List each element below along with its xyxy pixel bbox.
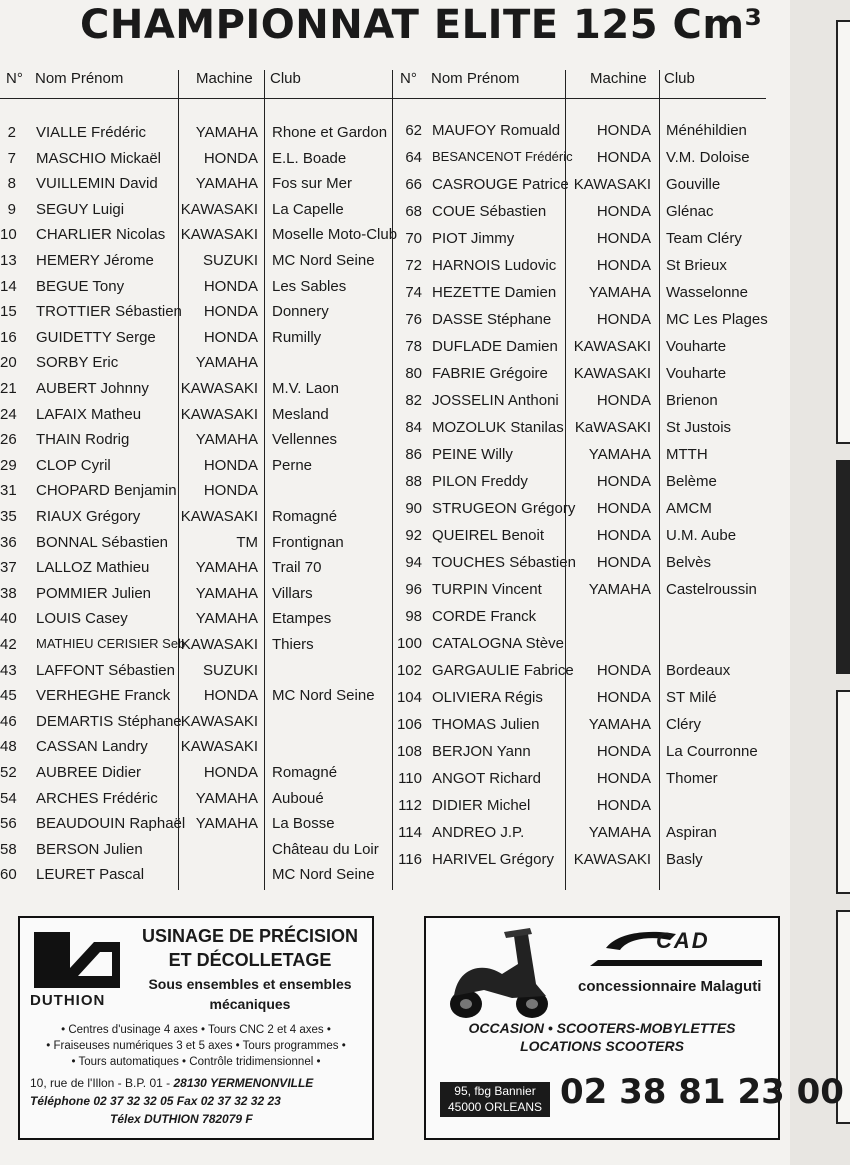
entry-club: Donnery [272, 303, 329, 321]
entry-name: HEZETTE Damien [432, 284, 557, 301]
entry-machine: YAMAHA [195, 815, 258, 833]
entry-name: MATHIEU CERISIER Seb [36, 636, 186, 651]
entry-club: Thiers [272, 636, 314, 653]
entry-name: COUE Sébastien [432, 203, 547, 220]
entry-number: 35 [0, 508, 17, 525]
entry-name: BONNAL Sébastien [36, 533, 169, 551]
entry-name: GARGAULIE Fabrice [432, 662, 574, 679]
entry-machine: HONDA [596, 689, 651, 706]
entry-name: DEMARTIS Stéphane [36, 712, 182, 730]
entry-machine: HONDA [203, 456, 258, 474]
entry-club: U.M. Aube [666, 527, 737, 544]
entry-club: La Courronne [666, 743, 758, 760]
entry-number: 108 [396, 743, 422, 760]
entry-machine: KAWASAKI [573, 851, 651, 868]
cad-logo-text: CAD [656, 928, 710, 953]
entry-club: Romagné [272, 764, 338, 781]
adjacent-page-box [836, 460, 850, 674]
entry-name: BESANCENOT Frédéric [432, 149, 573, 164]
entry-number: 58 [0, 840, 17, 858]
entry-number: 13 [0, 252, 17, 269]
entry-machine: YAMAHA [588, 581, 651, 598]
entry-club: MC Nord Seine [272, 252, 375, 269]
entry-name: LEURET Pascal [36, 866, 145, 884]
entry-machine: YAMAHA [195, 559, 258, 577]
entry-name: THAIN Rodrig [36, 431, 130, 449]
entry-club: Belème [666, 473, 717, 490]
entry-club: Vellennes [272, 431, 338, 449]
entry-club: Team Cléry [666, 230, 742, 247]
entry-club: Moselle Moto-Club [272, 226, 398, 244]
entry-number: 68 [405, 203, 422, 220]
ad-occasion-line: OCCASION • SCOOTERS-MOBYLETTES [468, 1020, 736, 1036]
duthion-logo-text: DUTHION [30, 992, 106, 1009]
entry-number: 36 [0, 533, 17, 551]
entry-number: 16 [0, 328, 17, 346]
entry-number: 64 [405, 149, 422, 166]
entry-number: 43 [0, 661, 17, 679]
header-club: Club [664, 70, 695, 87]
entry-number: 20 [0, 354, 17, 372]
entry-number: 90 [405, 500, 422, 517]
entry-number: 96 [405, 581, 422, 598]
entry-club: Fos sur Mer [272, 175, 353, 193]
entry-number: 102 [396, 662, 422, 679]
entry-number: 9 [7, 200, 16, 218]
entry-machine: YAMAHA [195, 431, 258, 449]
entry-number: 26 [0, 431, 17, 449]
entry-machine: YAMAHA [195, 584, 258, 602]
entry-name: CASROUGE Patrice [432, 176, 569, 193]
entry-number: 100 [396, 635, 422, 652]
entry-name: OLIVIERA Régis [432, 689, 543, 706]
entry-name: CORDE Franck [432, 608, 537, 625]
entry-name: ARCHES Frédéric [36, 789, 158, 807]
entry-name: GUIDETTY Serge [36, 328, 156, 346]
header-name: Nom Prénom [431, 70, 520, 87]
entry-machine: KAWASAKI [180, 738, 258, 756]
entry-machine: HONDA [596, 203, 651, 220]
entry-club: MC Les Plages [666, 311, 768, 328]
ad-services-line: • Centres d'usinage 4 axes • Tours CNC 2 et 4 axes • [61, 1024, 331, 1036]
entry-name: DIDIER Michel [432, 797, 531, 814]
entry-name: POMMIER Julien [36, 584, 152, 602]
entry-number: 98 [405, 608, 422, 625]
entry-name: CLOP Cyril [36, 456, 111, 474]
ad-address-line: 95, fbg Bannier [454, 1084, 536, 1098]
entry-name: BEGUE Tony [36, 277, 125, 295]
entry-club: Perne [272, 456, 313, 474]
entry-name: LOUIS Casey [36, 610, 128, 628]
entry-number: 15 [0, 303, 17, 321]
entry-number: 70 [405, 230, 422, 247]
entry-machine: HONDA [596, 770, 651, 787]
entry-number: 88 [405, 473, 422, 490]
entry-machine: KAWASAKI [573, 176, 651, 193]
entry-club: Villars [272, 584, 313, 602]
entry-number: 42 [0, 636, 17, 653]
dealer-text: concessionnaire Malaguti [578, 978, 762, 995]
entry-club: M.V. Laon [272, 380, 339, 397]
entry-number: 104 [396, 689, 422, 706]
entry-club: Mesland [272, 405, 329, 423]
entry-machine: HONDA [596, 392, 651, 409]
entry-number: 66 [405, 176, 422, 193]
entry-name: PILON Freddy [432, 473, 528, 490]
entry-machine: KAWASAKI [180, 380, 258, 397]
entry-machine: SUZUKI [202, 661, 258, 679]
entry-name: THOMAS Julien [432, 716, 540, 733]
entry-club: Cléry [666, 716, 702, 733]
entry-number: 76 [405, 311, 422, 328]
entry-machine: HONDA [596, 797, 651, 814]
entry-machine: HONDA [203, 277, 258, 295]
entry-number: 48 [0, 738, 17, 756]
entry-number: 2 [7, 124, 16, 141]
entry-machine: HONDA [596, 122, 651, 139]
ad-telex: Télex DUTHION 782079 F [110, 1112, 253, 1126]
entry-name: STRUGEON Grégory [432, 500, 576, 517]
entry-machine: HONDA [596, 743, 651, 760]
entry-number: 45 [0, 687, 17, 705]
entry-number: 40 [0, 610, 17, 628]
entry-machine: HONDA [596, 473, 651, 490]
entry-name: HEMERY Jérome [36, 252, 154, 269]
entry-machine: TM [236, 533, 258, 551]
entry-club: V.M. Doloise [666, 149, 750, 166]
entry-club: Château du Loir [272, 840, 379, 858]
entry-name: HARNOIS Ludovic [432, 257, 557, 274]
entry-machine: SUZUKI [202, 252, 258, 269]
entry-name: CATALOGNA Stève [432, 635, 564, 652]
header-name: Nom Prénom [35, 70, 124, 87]
entry-name: LALLOZ Mathieu [36, 559, 150, 577]
entry-number: 46 [0, 712, 17, 730]
duthion-advert [18, 916, 374, 1140]
header-machine: Machine [196, 70, 253, 87]
entry-machine: HONDA [203, 764, 258, 781]
entry-machine: KAWASAKI [573, 338, 651, 355]
entry-machine: HONDA [596, 554, 651, 571]
entry-number: 84 [405, 419, 422, 436]
adjacent-page-box [836, 690, 850, 894]
adjacent-page-box [836, 20, 850, 444]
entry-club: Ménéhildien [666, 122, 747, 139]
header-num: N° [6, 70, 23, 87]
entry-machine: YAMAHA [195, 789, 258, 807]
entry-name: VUILLEMIN David [36, 175, 158, 193]
entry-number: 29 [0, 456, 17, 474]
entry-name: QUEIREL Benoit [432, 527, 544, 544]
entry-name: MAUFOY Romuald [432, 122, 561, 139]
entry-name: FABRIE Grégoire [432, 365, 548, 382]
header-machine: Machine [590, 70, 647, 87]
entry-name: MASCHIO Mickaël [36, 149, 162, 167]
entry-name: RIAUX Grégory [36, 508, 141, 525]
entry-club: E.L. Boade [272, 149, 347, 167]
entry-machine: HONDA [203, 328, 258, 346]
entry-number: 112 [398, 797, 422, 814]
entry-name: AUBREE Didier [36, 764, 142, 781]
entry-number: 78 [405, 338, 422, 355]
entry-club: Glénac [666, 203, 714, 220]
ad-phone: Téléphone 02 37 32 32 05 Fax 02 37 32 32 23 [30, 1094, 281, 1108]
entry-name: PIOT Jimmy [432, 230, 515, 247]
header-num: N° [400, 70, 417, 87]
entry-machine: KAWASAKI [180, 508, 258, 525]
ad-address: 10, rue de l'Illon - B.P. 01 - 28130 YERMENONVILLE [30, 1076, 314, 1090]
entry-club: Thomer [666, 770, 718, 787]
ad-services-line: • Fraiseuses numériques 3 et 5 axes • Tours programmes • [46, 1040, 346, 1052]
entry-machine: KAWASAKI [573, 365, 651, 382]
ad-phone-number: 02 38 81 23 00 [560, 1072, 844, 1112]
entry-machine: YAMAHA [195, 124, 258, 141]
entry-number: 92 [405, 527, 422, 544]
entry-number: 86 [405, 446, 422, 463]
entry-club: Vouharte [666, 338, 727, 355]
entry-name: MOZOLUK Stanilas [432, 419, 564, 436]
entry-club: St Brieux [666, 257, 727, 274]
entry-number: 74 [405, 284, 422, 301]
entry-club: MC Nord Seine [272, 866, 375, 884]
entry-club: Basly [666, 851, 703, 868]
column-divider [392, 70, 393, 890]
entry-name: SORBY Eric [36, 354, 119, 372]
entry-number: 72 [405, 257, 422, 274]
entry-number: 56 [0, 815, 17, 833]
entry-club: Rhone et Gardon [272, 124, 388, 141]
entry-number: 54 [0, 789, 17, 807]
entry-number: 10 [0, 226, 17, 244]
entry-number: 62 [405, 122, 422, 139]
entry-number: 38 [0, 584, 17, 602]
entry-machine: YAMAHA [588, 824, 651, 841]
entry-club: MC Nord Seine [272, 687, 375, 705]
entry-machine: YAMAHA [195, 175, 258, 193]
entry-club: AMCM [666, 500, 712, 517]
entry-machine: HONDA [596, 311, 651, 328]
entry-name: VERHEGHE Franck [36, 687, 171, 705]
entry-number: 37 [0, 559, 17, 577]
entry-club: Auboué [272, 789, 324, 807]
entry-name: PEINE Willy [432, 446, 513, 463]
entry-machine: YAMAHA [588, 446, 651, 463]
entry-name: LAFFONT Sébastien [36, 661, 175, 679]
entry-club: Aspiran [666, 824, 717, 841]
entry-club: Brienon [666, 392, 718, 409]
entry-machine: KAWASAKI [180, 712, 258, 730]
entry-club: Les Sables [272, 277, 347, 295]
ad-services-line: • Tours automatiques • Contrôle tridimensionnel • [71, 1056, 321, 1068]
entry-machine: HONDA [596, 149, 651, 166]
entry-number: 106 [396, 716, 422, 733]
entry-name: TOUCHES Sébastien [432, 554, 576, 571]
entry-number: 110 [398, 770, 422, 787]
header-club: Club [270, 70, 301, 87]
entry-machine: KaWASAKI [574, 419, 651, 436]
header-rule [0, 98, 766, 99]
entry-machine: HONDA [203, 482, 258, 500]
entry-machine: KAWASAKI [180, 636, 258, 653]
entry-machine: YAMAHA [195, 610, 258, 628]
ad-heading-1: USINAGE DE PRÉCISION [141, 926, 359, 946]
ad-address-box [440, 1082, 550, 1117]
entry-machine: HONDA [596, 662, 651, 679]
entry-name: HARIVEL Grégory [432, 851, 554, 868]
entry-club: ST Milé [666, 689, 717, 706]
entry-club: Frontignan [272, 533, 344, 551]
entry-club: Castelroussin [666, 581, 757, 598]
entry-machine: HONDA [203, 303, 258, 321]
entry-name: JOSSELIN Anthoni [432, 392, 559, 409]
ad-heading-2: ET DÉCOLLETAGE [168, 950, 332, 970]
entry-machine: KAWASAKI [180, 200, 258, 218]
entry-club: Etampes [272, 610, 332, 628]
entry-club: La Bosse [272, 815, 335, 833]
page-title: CHAMPIONNAT ELITE 125 Cm³ [80, 2, 763, 48]
entry-number: 52 [0, 764, 17, 781]
entry-club: St Justois [666, 419, 732, 436]
entry-club: Romagné [272, 508, 338, 525]
entry-machine: HONDA [203, 149, 258, 167]
entry-club: Gouville [666, 176, 721, 193]
column-divider [264, 70, 265, 890]
entry-machine: HONDA [596, 500, 651, 517]
entry-club: Trail 70 [272, 559, 322, 577]
entry-machine: YAMAHA [195, 354, 258, 372]
entry-name: CASSAN Landry [36, 738, 148, 756]
entry-number: 24 [0, 405, 17, 423]
ad-address-line: 45000 ORLEANS [447, 1100, 543, 1114]
scooter-icon [444, 926, 554, 1021]
entry-number: 82 [405, 392, 422, 409]
entry-name: LAFAIX Matheu [36, 405, 142, 423]
entry-number: 7 [7, 149, 16, 167]
entry-name: ANDREO J.P. [432, 824, 525, 841]
ad-subheading-2: mécaniques [209, 996, 291, 1012]
duthion-logo-icon [34, 932, 120, 988]
entry-machine: KAWASAKI [180, 405, 258, 423]
column-divider [659, 70, 660, 890]
entry-name: TROTTIER Sébastien [36, 303, 182, 321]
entry-name: AUBERT Johnny [36, 380, 149, 397]
entry-name: ANGOT Richard [432, 770, 541, 787]
entry-number: 8 [7, 175, 16, 193]
entry-club: Vouharte [666, 365, 727, 382]
entry-number: 31 [0, 482, 17, 500]
entry-name: VIALLE Frédéric [36, 124, 147, 141]
ad-subheading-1: Sous ensembles et ensembles [148, 976, 352, 992]
entry-club: Wasselonne [666, 284, 748, 301]
entry-machine: YAMAHA [588, 716, 651, 733]
entry-club: MTTH [666, 446, 708, 463]
entry-machine: HONDA [596, 230, 651, 247]
entry-club: La Capelle [272, 200, 344, 218]
entry-name: BERJON Yann [432, 743, 531, 760]
entry-name: DASSE Stéphane [432, 311, 552, 328]
cad-advert [424, 916, 844, 1140]
entry-name: CHOPARD Benjamin [36, 482, 177, 500]
ad-location-line: LOCATIONS SCOOTERS [520, 1038, 684, 1054]
entry-name: SEGUY Luigi [36, 200, 125, 218]
entry-machine: KAWASAKI [180, 226, 258, 244]
entry-machine: HONDA [596, 527, 651, 544]
entry-machine: YAMAHA [588, 284, 651, 301]
entry-number: 94 [405, 554, 422, 571]
entry-club: Belvès [666, 554, 712, 571]
entry-club: Rumilly [272, 328, 322, 346]
entry-club: Bordeaux [666, 662, 731, 679]
entry-number: 116 [398, 851, 422, 868]
entry-number: 60 [0, 866, 17, 884]
entry-name: CHARLIER Nicolas [36, 226, 166, 244]
entry-name: DUFLADE Damien [432, 338, 558, 355]
entry-number: 80 [405, 365, 422, 382]
entry-number: 114 [398, 824, 422, 841]
entry-number: 14 [0, 277, 17, 295]
entry-name: BERSON Julien [36, 840, 143, 858]
entry-number: 21 [0, 380, 17, 397]
entry-machine: HONDA [203, 687, 258, 705]
entry-machine: HONDA [596, 257, 651, 274]
cad-logo [586, 926, 766, 970]
entry-name: TURPIN Vincent [432, 581, 542, 598]
entry-name: BEAUDOUIN Raphaël [36, 815, 186, 833]
